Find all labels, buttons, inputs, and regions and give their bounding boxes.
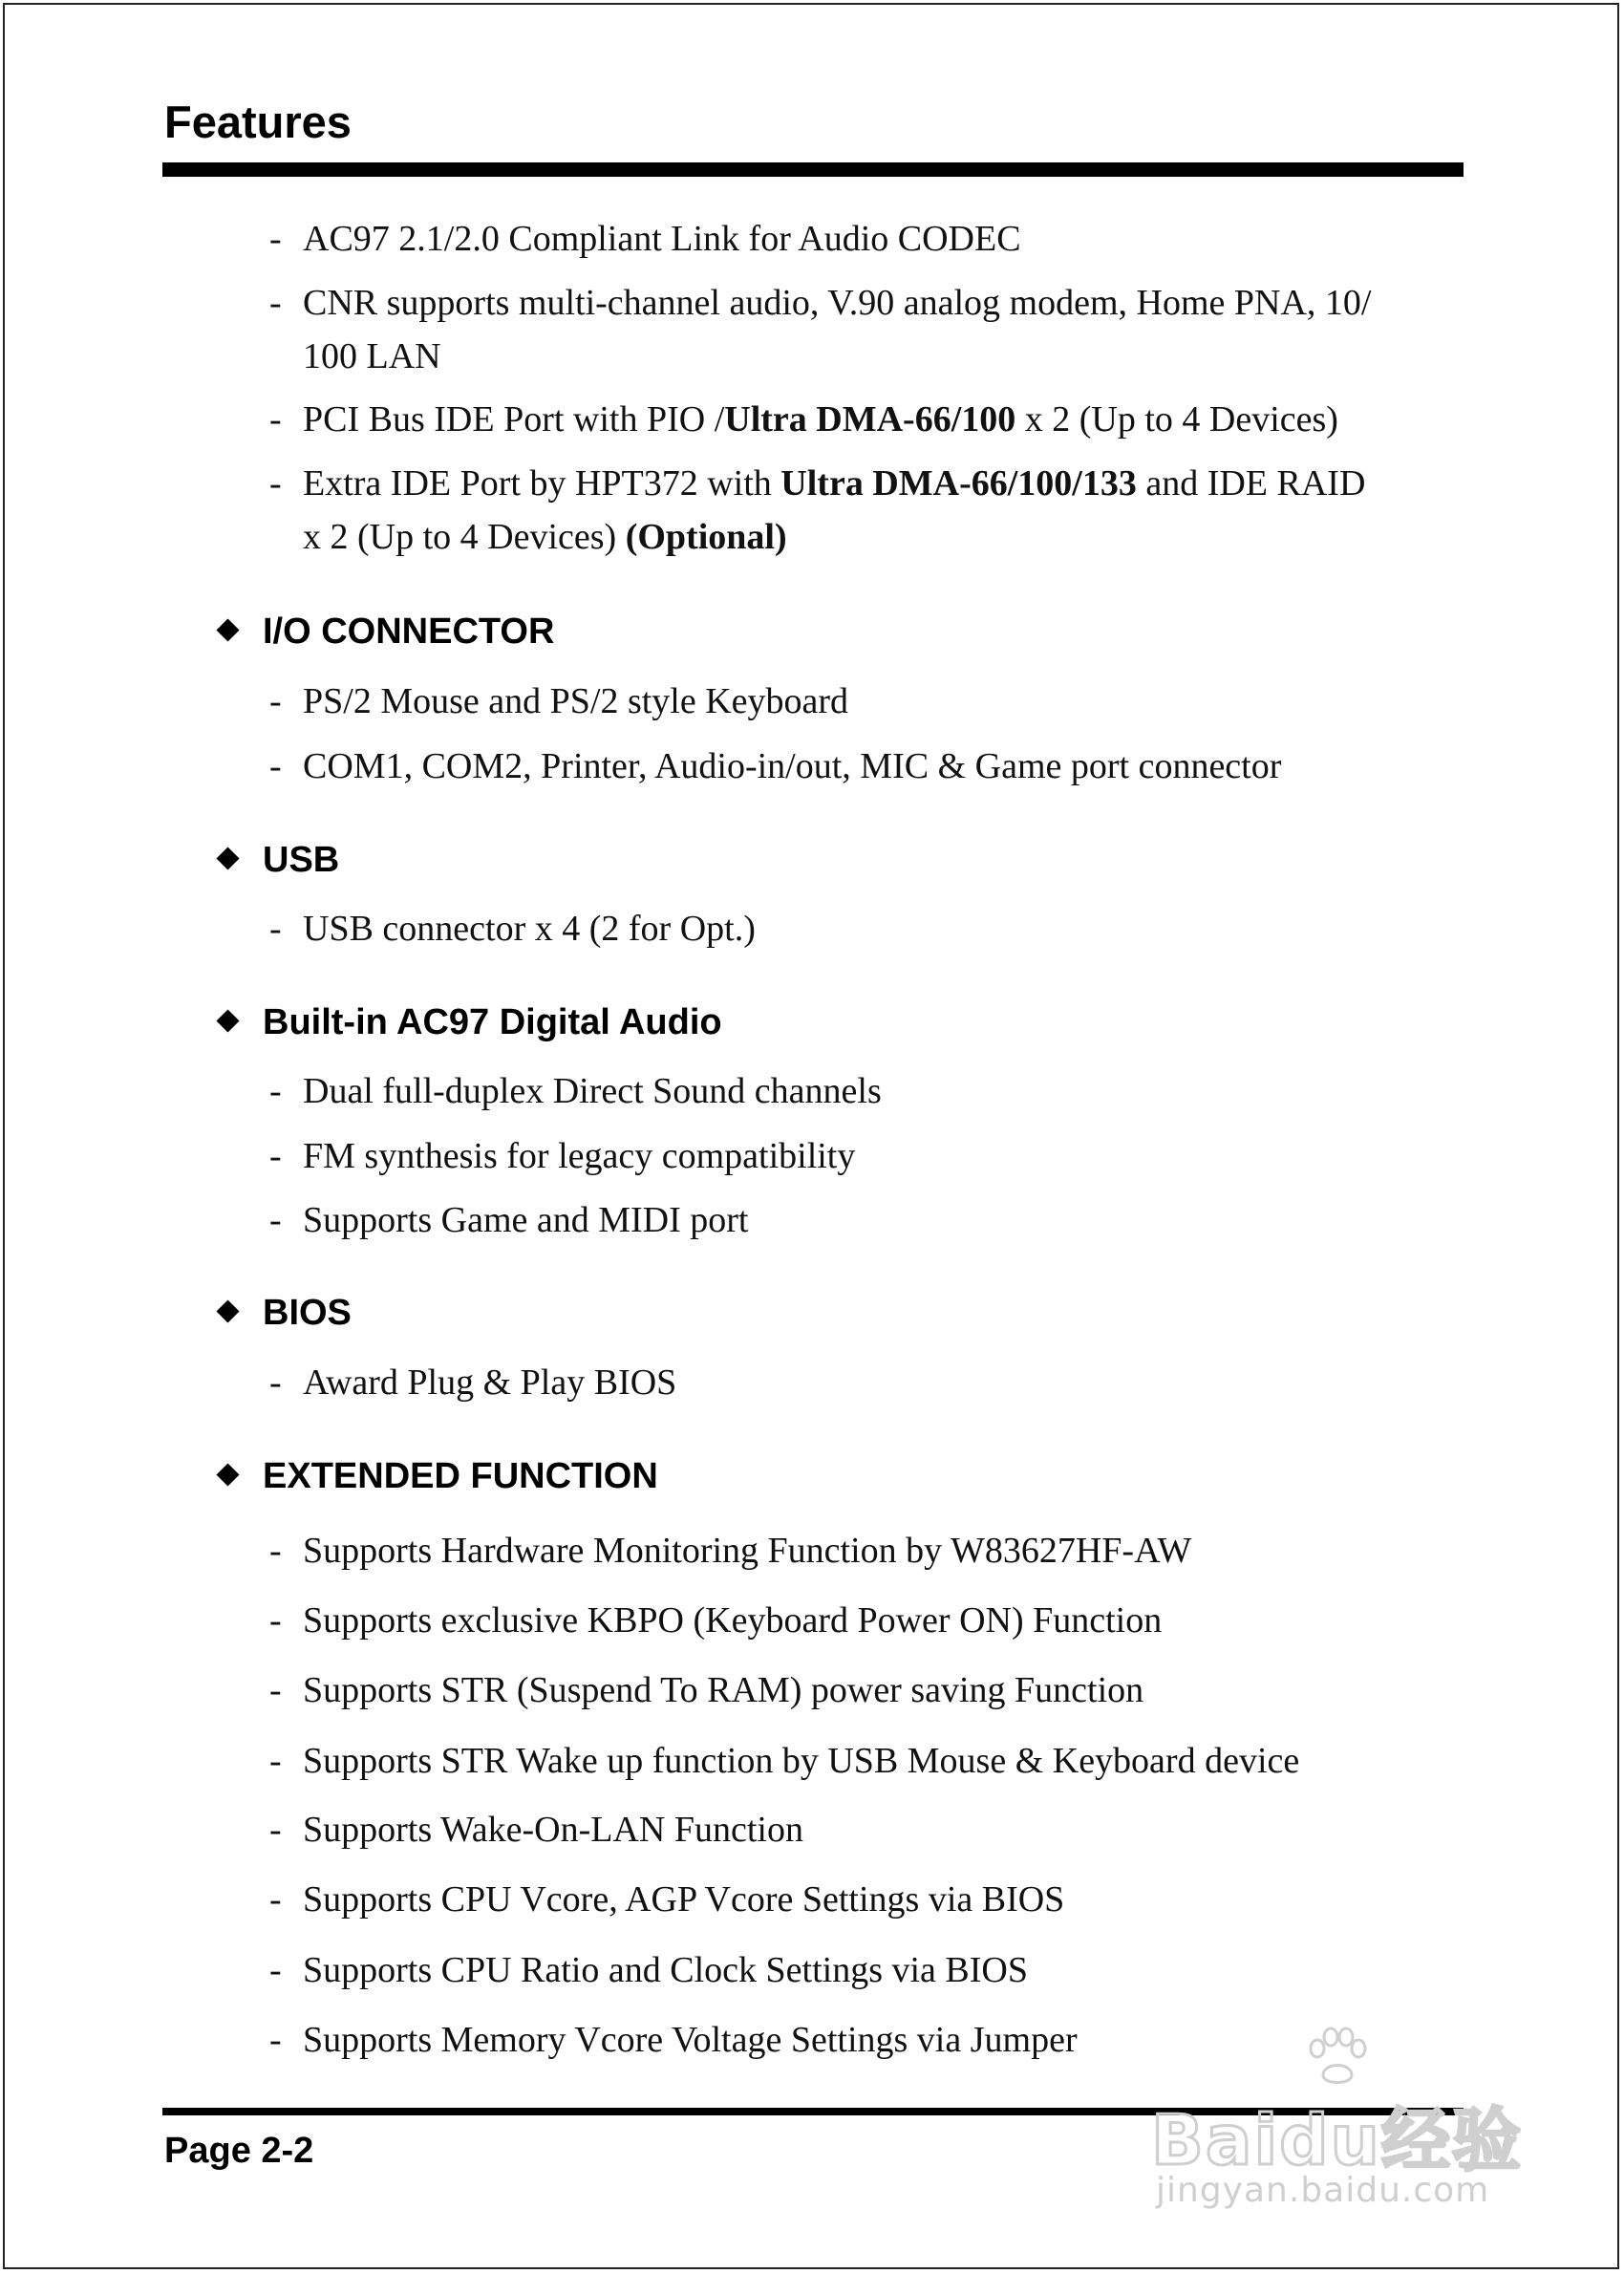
bullet-dash: - (269, 283, 282, 323)
paw-icon (1304, 2026, 1371, 2092)
title-rule (162, 162, 1464, 177)
bullet-dash: - (269, 463, 282, 504)
bullet-dash: - (269, 1531, 282, 1571)
item-text: USB connector x 4 (2 for Opt.) (303, 909, 756, 949)
list-item (269, 1943, 1028, 1997)
watermark-url: jingyan.baidu.com (1156, 2171, 1490, 2210)
bullet-dash: - (269, 399, 282, 440)
item-text-continued (269, 510, 1365, 564)
watermark-brand: Baidu经验 (1151, 2100, 1523, 2180)
section-heading-io (220, 611, 554, 653)
bullet-dash: - (269, 746, 282, 786)
list-item (269, 1873, 1064, 1926)
section-heading-label: USB (263, 840, 340, 880)
section-heading-extended (220, 1456, 658, 1497)
section-heading-usb (220, 840, 339, 881)
bullet-dash: - (269, 2020, 282, 2060)
diamond-bullet-icon (216, 1299, 239, 1322)
section-heading-label: BIOS (263, 1293, 352, 1333)
list-item (269, 1803, 803, 1856)
item-text: CNR supports multi-channel audio, V.90 analog modem, Home PNA, 10/ (303, 283, 1372, 323)
item-text: Supports Wake-On-LAN Function (303, 1810, 803, 1850)
item-text: Dual full-duplex Direct Sound channels (303, 1071, 882, 1111)
list-item (269, 740, 1281, 793)
item-text: Supports STR Wake up function by USB Mouse & Keyboard device (303, 1741, 1300, 1781)
list-item (269, 1193, 748, 1247)
section-heading-label: Built-in AC97 Digital Audio (263, 1002, 722, 1042)
item-text: x 2 (Up to 4 Devices) (303, 517, 626, 557)
list-item (269, 1064, 882, 1118)
item-text: COM1, COM2, Printer, Audio-in/out, MIC & Game port connector (303, 746, 1282, 786)
list-item (269, 1356, 676, 1409)
watermark (1151, 2026, 1533, 2217)
diamond-bullet-icon (216, 847, 239, 869)
section-heading-label: I/O CONNECTOR (263, 611, 555, 652)
bullet-dash: - (269, 1136, 282, 1176)
bullet-dash: - (269, 681, 282, 721)
item-text-bold: Ultra DMA-66/100/133 (780, 463, 1137, 504)
diamond-bullet-icon (216, 618, 239, 641)
item-text: Supports CPU Ratio and Clock Settings via BIOS (303, 1950, 1028, 1990)
bullet-dash: - (269, 1741, 282, 1781)
list-item (269, 1663, 1143, 1717)
list-item (269, 212, 1021, 266)
bullet-dash: - (269, 1810, 282, 1850)
item-text: Supports Game and MIDI port (303, 1200, 749, 1240)
bullet-dash: - (269, 909, 282, 949)
bullet-dash: - (269, 1950, 282, 1990)
item-text: Supports Memory Vcore Voltage Settings via Jumper (303, 2020, 1078, 2060)
page-title: Features (164, 97, 352, 147)
list-item (269, 1129, 855, 1183)
bullet-dash: - (269, 1670, 282, 1710)
item-text: Supports Hardware Monitoring Function by W83627HF-AW (303, 1531, 1192, 1571)
bullet-dash: - (269, 1879, 282, 1920)
section-heading-label: EXTENDED FUNCTION (263, 1456, 658, 1496)
section-heading-bios (220, 1293, 352, 1334)
diamond-bullet-icon (216, 1463, 239, 1486)
item-text: FM synthesis for legacy compatibility (303, 1136, 856, 1176)
item-text: Extra IDE Port by HPT372 with (303, 463, 781, 504)
list-item (269, 675, 848, 728)
item-text: x 2 (Up to 4 Devices) (1015, 399, 1338, 440)
bullet-dash: - (269, 1362, 282, 1403)
list-item (269, 1594, 1162, 1647)
list-item (269, 393, 1338, 446)
list-item (269, 276, 1371, 383)
item-text: Supports exclusive KBPO (Keyboard Power ON) Function (303, 1600, 1163, 1641)
item-text: Supports STR (Suspend To RAM) power saving Function (303, 1670, 1144, 1710)
item-text: PS/2 Mouse and PS/2 style Keyboard (303, 681, 849, 721)
list-item (269, 902, 756, 955)
item-text-continued: 100 LAN (303, 336, 441, 376)
item-text: PCI Bus IDE Port with PIO / (303, 399, 725, 440)
list-item (269, 1524, 1191, 1577)
item-text: and IDE RAID (1136, 463, 1366, 504)
diamond-bullet-icon (216, 1009, 239, 1032)
item-text: Supports CPU Vcore, AGP Vcore Settings via BIOS (303, 1879, 1065, 1920)
section-heading-audio (220, 1002, 722, 1043)
page-number: Page 2-2 (164, 2131, 314, 2171)
item-text: Award Plug & Play BIOS (303, 1362, 677, 1403)
list-item (269, 2013, 1078, 2067)
bullet-dash: - (269, 219, 282, 259)
item-text-bold: Ultra DMA-66/100 (724, 399, 1016, 440)
item-text-bold: (Optional) (625, 517, 787, 557)
bullet-dash: - (269, 1600, 282, 1641)
bullet-dash: - (269, 1200, 282, 1240)
list-item (269, 1734, 1299, 1788)
list-item (269, 457, 1365, 564)
bullet-dash: - (269, 1071, 282, 1111)
item-text: AC97 2.1/2.0 Compliant Link for Audio CODEC (303, 219, 1021, 259)
